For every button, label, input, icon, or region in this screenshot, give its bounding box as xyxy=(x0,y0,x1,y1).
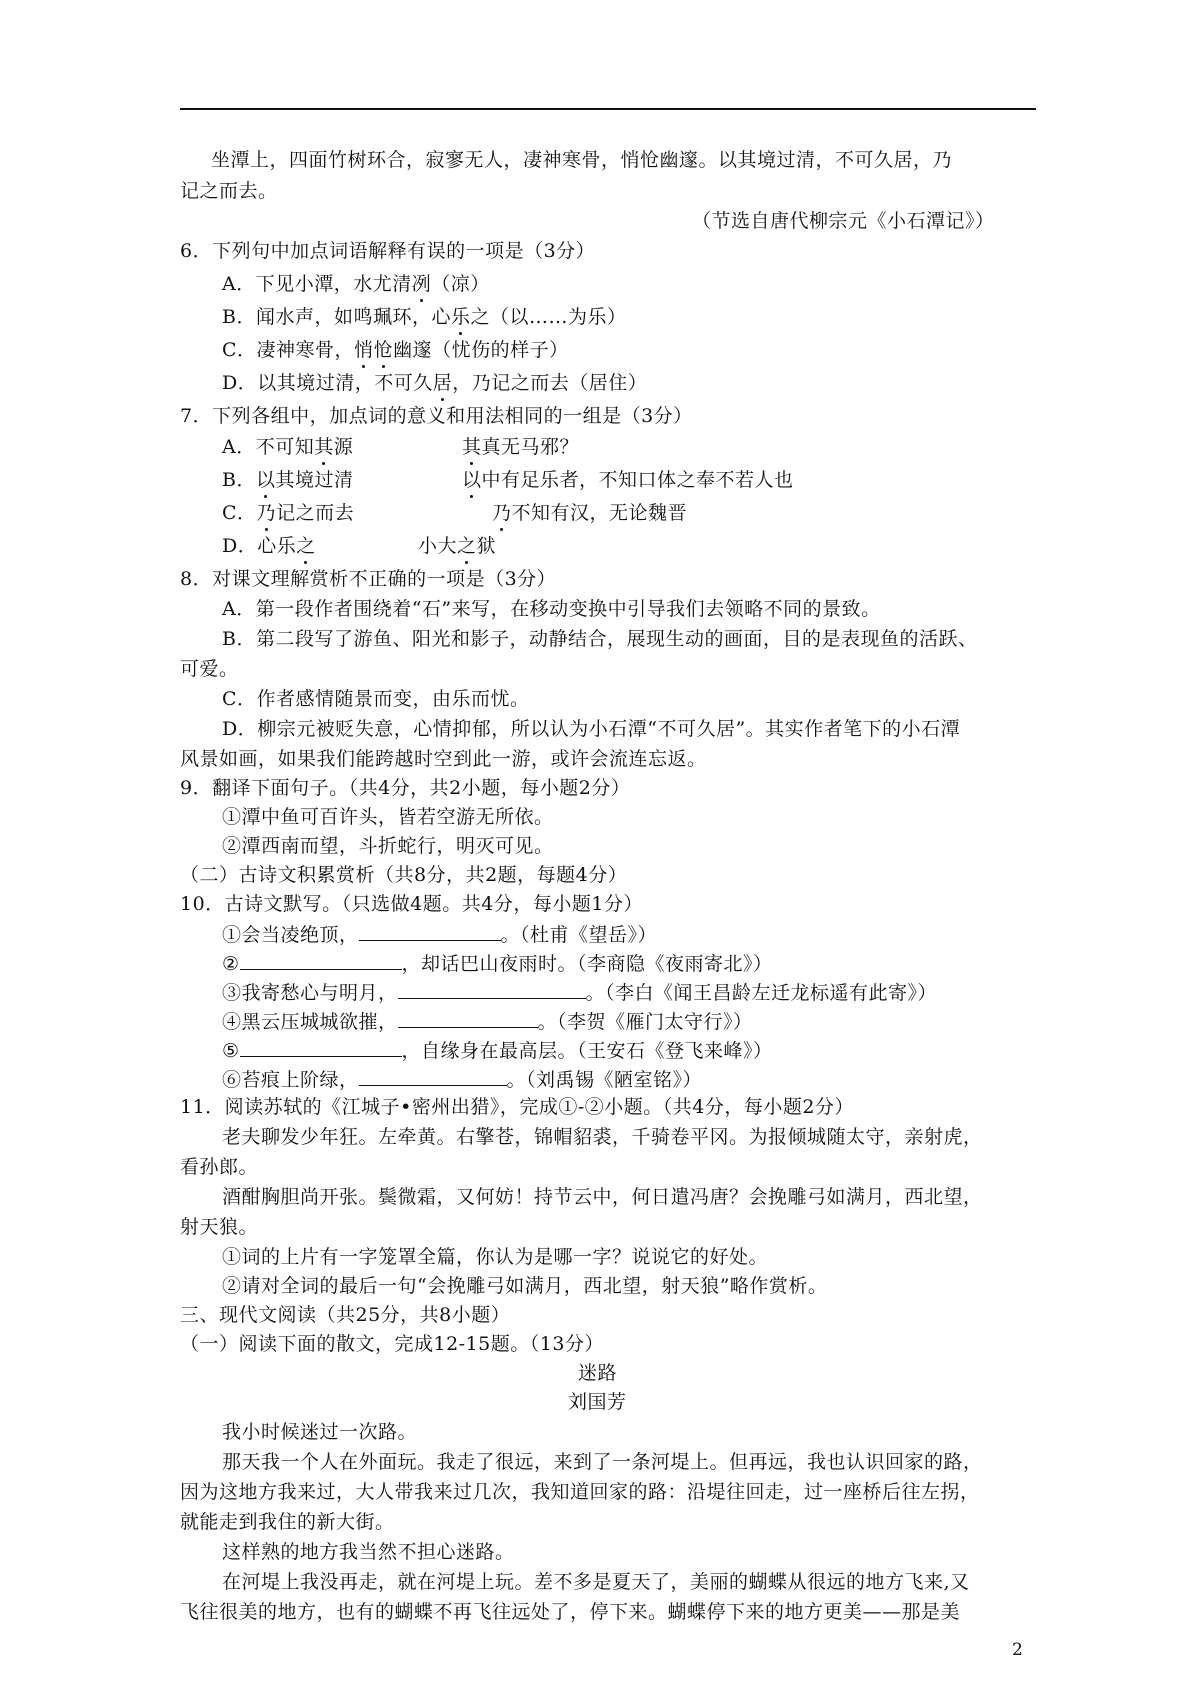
passage-line: 坐潭上，四面竹树环合，寂寥无人，凄神寒骨，悄怆幽邃。以其境过清，不可久居，乃 xyxy=(211,149,953,171)
question-7-stem: 7．下列各组中，加点词的意义和用法相同的一组是（3分） xyxy=(180,405,693,427)
fill-blank[interactable] xyxy=(240,949,402,970)
subsection-1-heading: （一）阅读下面的散文，完成12-15题。（13分） xyxy=(180,1333,604,1355)
essay-paragraph: 那天我一个人在外面玩。我走了很远，来到了一条河堤上。但再远，我也认识回家的路， xyxy=(222,1451,983,1473)
question-7-option-a-left: A．不可知其源 xyxy=(222,436,354,458)
question-10-item-3: ③我寄愁心与明月， 。（李白《闻王昌龄左迁龙标遥有此寄》） xyxy=(222,978,937,1006)
question-6-option-a: A．下见小潭，水尤清冽（凉） xyxy=(222,273,490,295)
essay-paragraph-cont: 飞往很美的地方，也有的蝴蝶不再飞往远处了，停下来。蝴蝶停下来的地方更美——那是美 xyxy=(180,1601,961,1623)
poem-line: 看孙郎。 xyxy=(180,1156,259,1178)
question-10-item-5: ⑤ ，自缘身在最高层。（王安石《登飞来峰》） xyxy=(222,1036,773,1064)
question-10-stem: 10．古诗文默写。（只选做4题。共4分，每小题1分） xyxy=(180,893,643,915)
question-8-option-a: A．第一段作者围绕着“石”来写，在移动变换中引导我们去领略不同的景致。 xyxy=(222,598,881,620)
page-number: 2 xyxy=(1012,1640,1024,1660)
question-6-option-d: D．以其境过清，不可久居，乃记之而去（居住） xyxy=(222,372,648,394)
fill-blank[interactable] xyxy=(359,920,501,941)
question-8-option-d-cont: 风景如画，如果我们能跨越时空到此一游，或许会流连忘返。 xyxy=(180,748,707,770)
question-8-option-b-cont: 可爱。 xyxy=(180,658,239,680)
essay-paragraph: 我小时候迷过一次路。 xyxy=(222,1421,418,1443)
question-11-sub-1: ①词的上片有一字笼罩全篇，你认为是哪一字？说说它的好处。 xyxy=(222,1246,769,1268)
poem-line: 射天狼。 xyxy=(180,1216,259,1238)
question-7-option-d-left: D．心乐之 xyxy=(222,535,316,557)
header-rule xyxy=(180,108,1036,110)
fill-blank[interactable] xyxy=(240,1036,402,1057)
question-9-sentence-2: ②潭西南而望，斗折蛇行，明灭可见。 xyxy=(222,835,554,857)
question-8-stem: 8．对课文理解赏析不正确的一项是（3分） xyxy=(180,568,557,590)
question-7-option-b-right: 以中有足乐者，不知口体之奉不若人也 xyxy=(462,469,794,491)
section-3-heading: 三、现代文阅读（共25分，共8小题） xyxy=(180,1304,511,1326)
question-7-option-a-right: 其真无马邪？ xyxy=(462,436,580,458)
essay-author: 刘国芳 xyxy=(568,1391,627,1413)
question-8-option-d: D．柳宗元被贬失意，心情抑郁，所以认为小石潭“不可久居”。其实作者笔下的小石潭 xyxy=(222,718,961,740)
essay-paragraph: 在河堤上我没再走，就在河堤上玩。差不多是夏天了，美丽的蝴蝶从很远的地方飞来,又 xyxy=(222,1571,970,1593)
question-7-option-b-left: B．以其境过清 xyxy=(222,469,354,491)
question-7-option-d-right: 小大之狱 xyxy=(418,535,497,557)
question-11-stem: 11．阅读苏轼的《江城子•密州出猎》，完成①-②小题。（共4分，每小题2分） xyxy=(180,1096,854,1118)
question-6-stem: 6．下列句中加点词语解释有误的一项是（3分） xyxy=(180,240,596,262)
essay-paragraph-cont: 就能走到我住的新大街。 xyxy=(180,1511,395,1533)
question-10-item-2: ② ，却话巴山夜雨时。（李商隐《夜雨寄北》） xyxy=(222,949,773,977)
fill-blank[interactable] xyxy=(398,1007,538,1028)
fill-blank[interactable] xyxy=(359,1065,507,1086)
question-10-item-6: ⑥苔痕上阶绿， 。（刘禹锡《陋室铭》） xyxy=(222,1065,702,1093)
question-10-item-1: ①会当凌绝顶， 。（杜甫《望岳》） xyxy=(222,920,657,948)
passage-line: 记之而去。 xyxy=(180,180,278,202)
poem-line: 老夫聊发少年狂。左牵黄。右擎苍，锦帽貂裘，千骑卷平冈。为报倾城随太守，亲射虎， xyxy=(222,1126,983,1148)
question-8-option-c: C．作者感情随景而变，由乐而忧。 xyxy=(222,688,530,710)
question-10-item-4: ④黑云压城城欲摧， 。（李贺《雁门太守行》） xyxy=(222,1007,753,1035)
essay-title: 迷路 xyxy=(578,1362,618,1384)
section-2-heading: （二）古诗文积累赏析（共8分，共2题，每题4分） xyxy=(180,864,628,886)
essay-paragraph-cont: 因为这地方我来过，大人带我来过几次，我知道回家的路：沿堤往回走，过一座桥后往左拐， xyxy=(180,1481,980,1503)
fill-blank[interactable] xyxy=(398,978,586,999)
question-9-sentence-1: ①潭中鱼可百许头，皆若空游无所依。 xyxy=(222,806,554,828)
question-7-option-c-right: 乃不知有汉，无论魏晋 xyxy=(492,502,688,524)
question-6-option-b: B．闻水声，如鸣珮环，心乐之（以……为乐） xyxy=(222,306,627,328)
essay-paragraph: 这样熟的地方我当然不担心迷路。 xyxy=(222,1541,515,1563)
question-9-stem: 9．翻译下面句子。（共4分，共2小题，每小题2分） xyxy=(180,777,631,799)
poem-line: 酒酣胸胆尚开张。鬓微霜，又何妨！持节云中，何日遣冯唐？会挽雕弓如满月，西北望， xyxy=(222,1186,983,1208)
question-6-option-c: C．凄神寒骨，悄怆幽邃（忧伤的样子） xyxy=(222,339,569,361)
question-8-option-b: B．第二段写了游鱼、阳光和影子，动静结合，展现生动的画面，目的是表现鱼的活跃、 xyxy=(222,628,978,650)
question-7-option-c-left: C．乃记之而去 xyxy=(222,502,355,524)
passage-source: （节选自唐代柳宗元《小石潭记》） xyxy=(692,210,995,232)
question-11-sub-2: ②请对全词的最后一句“会挽雕弓如满月，西北望，射天狼”略作赏析。 xyxy=(222,1275,828,1297)
